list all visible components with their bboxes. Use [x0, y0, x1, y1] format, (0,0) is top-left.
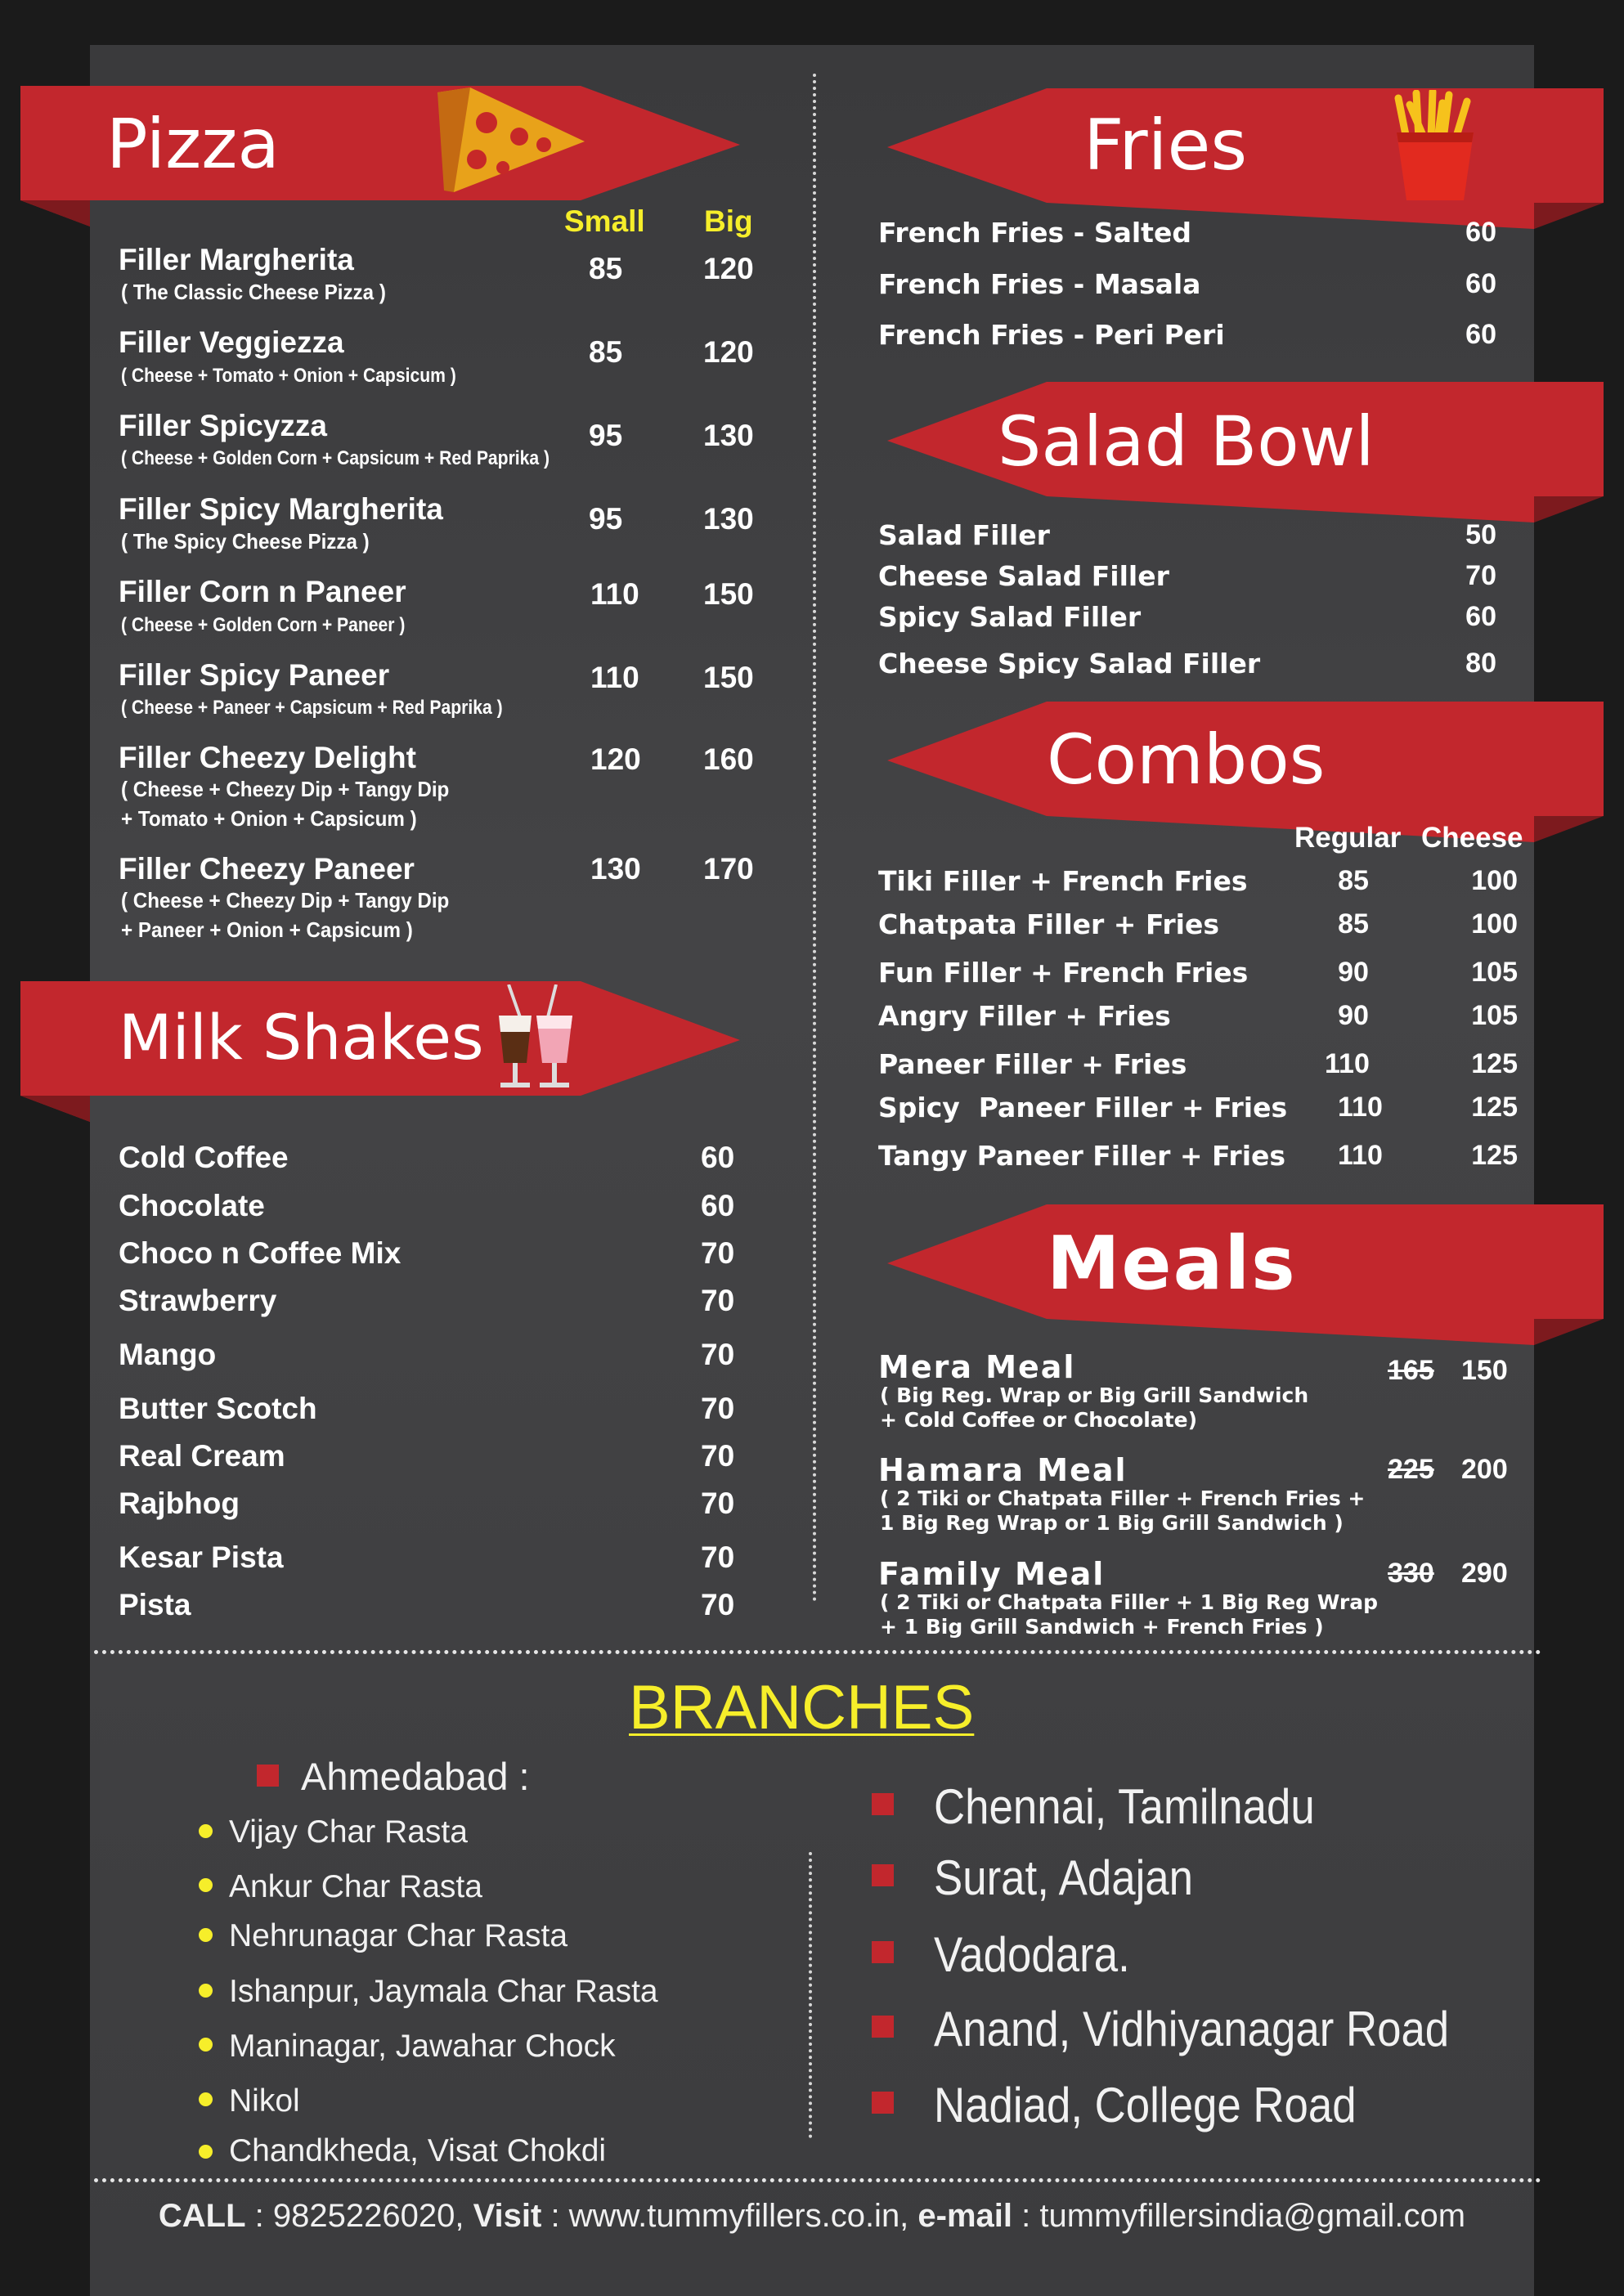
pizza-item-desc: ( Cheese + Cheezy Dip + Tangy Dip: [121, 888, 450, 913]
combo-item-name: Fun Filler + French Fries: [878, 957, 1249, 989]
contact-footer: CALL : 9825226020, Visit : www.tummyfillers.co.in, e-mail : tummyfillersindia@gmail.com: [158, 2198, 1466, 2234]
branches-title: BRANCHES: [629, 1673, 975, 1742]
pizza-item-desc: + Tomato + Onion + Capsicum ): [121, 806, 417, 831]
pizza-big-price: 170: [703, 852, 754, 886]
milkshake-name: Butter Scotch: [119, 1392, 317, 1425]
combo-cheese-price: 125: [1471, 1140, 1518, 1171]
salad-item-name: Spicy Salad Filler: [878, 601, 1142, 633]
pizza-small-price: 130: [590, 852, 641, 886]
pizza-small-price: 110: [590, 661, 639, 694]
salad-item-price: 60: [1465, 601, 1496, 632]
milkshake-name: Rajbhog: [119, 1487, 240, 1520]
meal-desc: ( 2 Tiki or Chatpata Filler + French Fries +: [880, 1487, 1366, 1510]
ahmedabad-branch: Vijay Char Rasta: [229, 1814, 468, 1850]
city-bullet: [872, 1864, 894, 1886]
milkshake-price: 70: [701, 1439, 735, 1473]
pizza-small-header: Small: [564, 204, 645, 238]
call-label: CALL: [158, 2198, 246, 2234]
combo-item-name: Tiki Filler + French Fries: [878, 865, 1248, 897]
combo-regular-price: 110: [1338, 1092, 1383, 1123]
pizza-small-price: 110: [590, 577, 639, 611]
email-label: e-mail: [917, 2198, 1013, 2234]
meal-old-price: 225: [1388, 1454, 1434, 1485]
meal-desc: ( 2 Tiki or Chatpata Filler + 1 Big Reg Wrap: [880, 1590, 1378, 1614]
meal-old-price: 330: [1388, 1558, 1434, 1589]
combo-regular-price: 110: [1338, 1140, 1383, 1171]
city-branch: Nadiad, College Road: [934, 2078, 1357, 2132]
city-branch: Surat, Adajan: [934, 1850, 1194, 1905]
combo-regular-price: 85: [1338, 908, 1369, 939]
milkshakes-banner: [20, 981, 740, 1094]
pizza-item-name: Filler Corn n Paneer: [119, 575, 406, 608]
meal-name: Hamara Meal: [878, 1452, 1128, 1488]
city-bullet: [872, 1941, 894, 1963]
ahmedabad-branch: Ishanpur, Jaymala Char Rasta: [229, 1974, 658, 2009]
pizza-item-desc: ( Cheese + Golden Corn + Paneer ): [121, 614, 406, 636]
ahmedabad-branch: Maninagar, Jawahar Chock: [229, 2029, 616, 2064]
combos-regular-header: Regular: [1294, 822, 1402, 854]
milkshake-price: 70: [701, 1392, 735, 1425]
milkshake-price: 70: [701, 1540, 735, 1574]
combo-regular-price: 90: [1338, 957, 1369, 988]
salad-banner: [887, 382, 1604, 495]
pizza-item-name: Filler Spicy Paneer: [119, 658, 390, 692]
pizza-big-price: 130: [703, 502, 754, 536]
milkshake-name: Mango: [119, 1338, 217, 1371]
salad-item-price: 70: [1465, 560, 1496, 591]
meal-desc: 1 Big Reg Wrap or 1 Big Grill Sandwich ): [880, 1511, 1344, 1535]
pizza-item-name: Filler Cheezy Delight: [119, 741, 416, 774]
branch-bullet: [199, 2145, 213, 2159]
combo-cheese-price: 125: [1471, 1092, 1518, 1123]
combo-item-name: Paneer Filler + Fries: [878, 1048, 1187, 1080]
milkshake-price: 70: [701, 1338, 735, 1371]
pizza-big-price: 120: [703, 252, 754, 285]
combo-cheese-price: 125: [1471, 1048, 1518, 1079]
combo-item-name: Angry Filler + Fries: [878, 1000, 1171, 1032]
fries-banner: [887, 88, 1604, 201]
city-bullet: [872, 2092, 894, 2114]
milkshake-price: 60: [701, 1141, 735, 1174]
milkshake-price: 70: [701, 1284, 735, 1317]
combo-cheese-price: 100: [1471, 908, 1518, 939]
pizza-item-desc: ( The Classic Cheese Pizza ): [121, 280, 386, 304]
pizza-banner: [20, 86, 740, 199]
fries-box-icon: [1382, 90, 1488, 204]
pizza-item-desc: ( Cheese + Cheezy Dip + Tangy Dip: [121, 777, 450, 801]
meals-banner: [887, 1204, 1604, 1317]
fries-item-name: French Fries - Salted: [878, 217, 1191, 249]
pizza-item-desc: ( The Spicy Cheese Pizza ): [121, 529, 370, 554]
fries-title: Fries: [1083, 105, 1248, 186]
milkshake-name: Cold Coffee: [119, 1141, 289, 1174]
meal-desc: ( Big Reg. Wrap or Big Grill Sandwich: [880, 1383, 1309, 1407]
pizza-small-price: 120: [590, 742, 641, 776]
meals-title: Meals: [1047, 1221, 1297, 1307]
city-bullet: [872, 2016, 894, 2038]
combos-title: Combos: [1047, 720, 1326, 800]
city-branch: Anand, Vidhiyanagar Road: [934, 2002, 1450, 2056]
pizza-item-desc: ( Cheese + Paneer + Capsicum + Red Paprika ): [121, 697, 503, 719]
city-branch: Vadodara.: [934, 1927, 1130, 1982]
combo-item-name: Chatpata Filler + Fries: [878, 908, 1219, 940]
milkshakes-title: Milk Shakes: [119, 1001, 484, 1074]
branch-bullet: [199, 1878, 213, 1892]
pizza-big-price: 130: [703, 419, 754, 452]
meal-name: Family Meal: [878, 1556, 1106, 1592]
meal-name: Mera Meal: [878, 1349, 1076, 1385]
combo-item-name: Spicy Paneer Filler + Fries: [878, 1092, 1288, 1123]
fries-item-price: 60: [1465, 268, 1496, 299]
salad-title: Salad Bowl: [998, 401, 1375, 482]
fries-item-name: French Fries - Peri Peri: [878, 319, 1225, 351]
pizza-title: Pizza: [106, 104, 280, 184]
salad-item-name: Salad Filler: [878, 519, 1050, 551]
phone-number[interactable]: 9825226020,: [272, 2198, 464, 2234]
pizza-item-name: Filler Cheezy Paneer: [119, 852, 415, 886]
meal-desc: + Cold Coffee or Chocolate): [880, 1408, 1198, 1432]
milkshake-name: Strawberry: [119, 1284, 277, 1317]
meal-desc: + 1 Big Grill Sandwich + French Fries ): [880, 1615, 1324, 1639]
combo-cheese-price: 100: [1471, 865, 1518, 896]
footer-divider: [94, 2178, 1541, 2182]
pizza-item-name: Filler Margherita: [119, 243, 354, 276]
combo-regular-price: 110: [1325, 1048, 1370, 1079]
milkshake-price: 70: [701, 1588, 735, 1621]
branches-column-divider: [809, 1852, 812, 2138]
meal-price: 150: [1461, 1355, 1508, 1386]
milkshake-glasses-icon: [491, 984, 581, 1099]
ahmedabad-label: Ahmedabad :: [301, 1755, 530, 1798]
fries-item-price: 60: [1465, 217, 1496, 248]
combo-regular-price: 90: [1338, 1000, 1369, 1031]
salad-item-price: 80: [1465, 648, 1496, 679]
pizza-small-price: 95: [589, 502, 623, 536]
combo-item-name: Tangy Paneer Filler + Fries: [878, 1140, 1286, 1172]
column-divider: [813, 74, 816, 1603]
pizza-small-price: 95: [589, 419, 623, 452]
salad-item-name: Cheese Spicy Salad Filler: [878, 648, 1261, 679]
pizza-item-name: Filler Veggiezza: [119, 325, 344, 359]
website-link[interactable]: www.tummyfillers.co.in,: [568, 2198, 909, 2234]
pizza-item-desc: ( Cheese + Tomato + Onion + Capsicum ): [121, 365, 456, 387]
salad-item-price: 50: [1465, 519, 1496, 550]
branch-bullet: [199, 2092, 213, 2106]
meal-old-price: 165: [1388, 1355, 1434, 1386]
salad-item-name: Cheese Salad Filler: [878, 560, 1169, 592]
milkshake-price: 70: [701, 1236, 735, 1270]
branch-bullet: [199, 1984, 213, 1998]
ahmedabad-branch: Nikol: [229, 2083, 300, 2119]
pizza-big-price: 160: [703, 742, 754, 776]
milkshake-name: Chocolate: [119, 1189, 265, 1222]
combo-regular-price: 85: [1338, 865, 1369, 896]
city-bullet: [872, 1793, 894, 1815]
branch-bullet: [199, 2038, 213, 2052]
combo-cheese-price: 105: [1471, 957, 1518, 988]
pizza-item-desc: + Paneer + Onion + Capsicum ): [121, 917, 413, 942]
meal-price: 290: [1461, 1558, 1508, 1589]
combo-cheese-price: 105: [1471, 1000, 1518, 1031]
pizza-big-header: Big: [704, 204, 753, 238]
pizza-item-name: Filler Spicy Margherita: [119, 492, 443, 526]
ahmedabad-branch: Ankur Char Rasta: [229, 1869, 482, 1904]
milkshake-name: Choco n Coffee Mix: [119, 1236, 402, 1270]
milkshake-name: Pista: [119, 1588, 191, 1621]
pizza-item-desc: ( Cheese + Golden Corn + Capsicum + Red Paprika ): [121, 447, 550, 469]
milkshake-name: Kesar Pista: [119, 1540, 284, 1574]
milkshake-name: Real Cream: [119, 1439, 285, 1473]
branches-divider-top: [94, 1650, 1541, 1654]
combos-cheese-header: Cheese: [1421, 822, 1523, 854]
fries-item-name: French Fries - Masala: [878, 268, 1201, 300]
visit-label: Visit: [473, 2198, 542, 2234]
ahmedabad-branch: Chandkheda, Visat Chokdi: [229, 2133, 607, 2168]
city-branch: Chennai, Tamilnadu: [934, 1779, 1315, 1834]
fries-item-price: 60: [1465, 319, 1496, 350]
pizza-big-price: 120: [703, 335, 754, 369]
pizza-item-name: Filler Spicyzza: [119, 409, 327, 442]
pizza-small-price: 85: [589, 335, 623, 369]
milkshake-price: 60: [701, 1189, 735, 1222]
pizza-small-price: 85: [589, 252, 623, 285]
pizza-big-price: 150: [703, 577, 754, 611]
email-link[interactable]: tummyfillersindia@gmail.com: [1039, 2198, 1466, 2234]
branch-bullet: [199, 1928, 213, 1942]
ahmedabad-branch: Nehrunagar Char Rasta: [229, 1918, 568, 1953]
milkshake-price: 70: [701, 1487, 735, 1520]
pizza-big-price: 150: [703, 661, 754, 694]
branch-bullet: [199, 1824, 213, 1838]
combos-banner: [887, 702, 1604, 814]
pizza-slice-icon: [421, 86, 585, 200]
meal-price: 200: [1461, 1454, 1508, 1485]
ahmedabad-bullet: [257, 1765, 279, 1787]
